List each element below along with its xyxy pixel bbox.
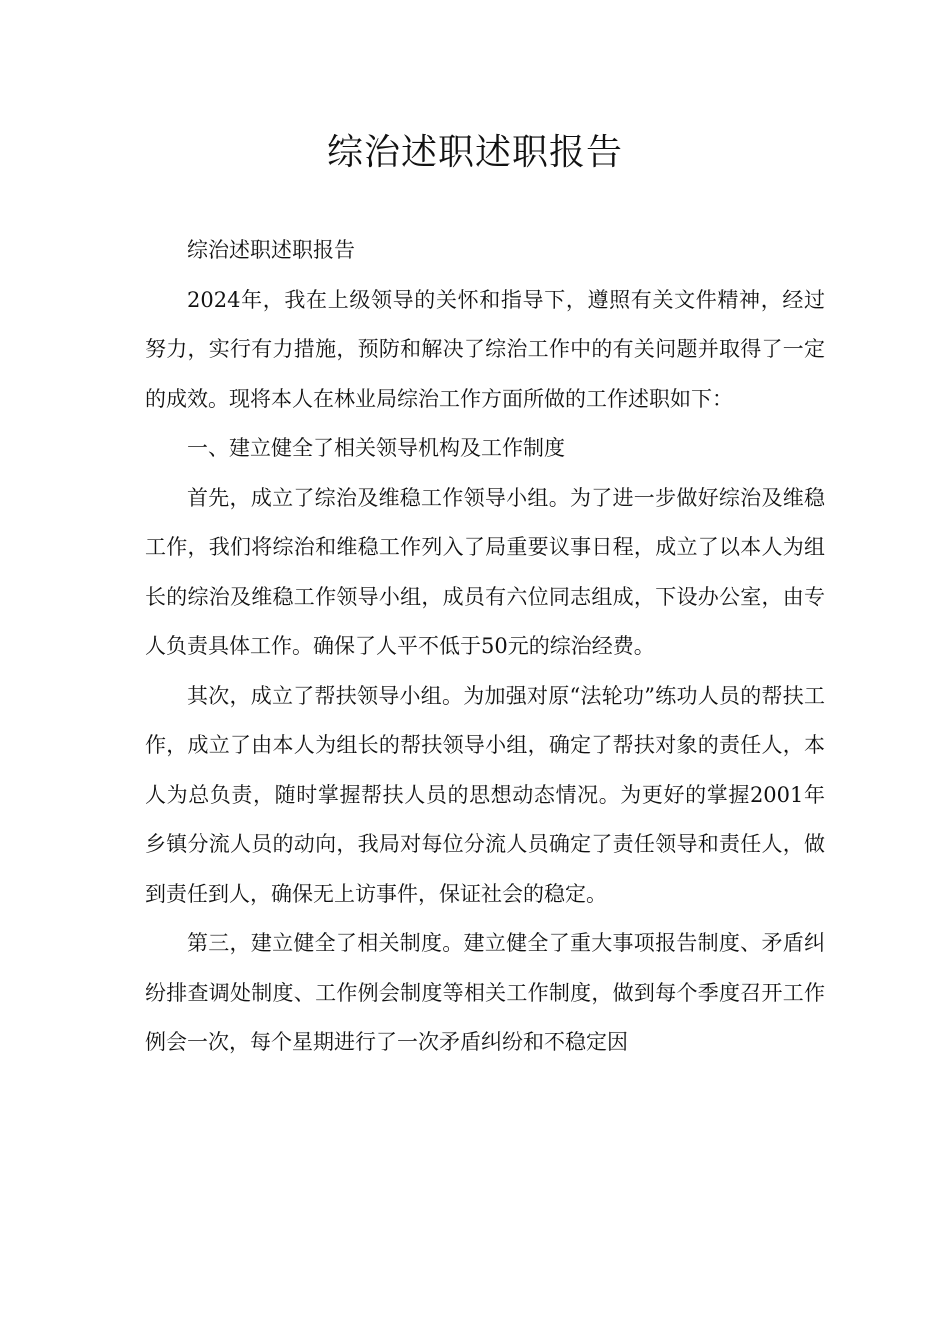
body-paragraph: 其次，成立了帮扶领导小组。为加强对原“法轮功”练功人员的帮扶工作，成立了由本人为组长的帮扶领导小组，确定了帮扶对象的责任人，本人为总负责，随时掌握帮扶人员的思想动态情况。为更好的掌握2001年乡镇分流人员的动向，我局对每位分流人员确定了责任领导和责任人，做到责任到人，确保无上访事件，保证社会的稳定。 <box>145 683 825 906</box>
section-heading: 一、建立健全了相关领导机构及工作制度 <box>187 436 565 460</box>
intro-paragraph: 2024年，我在上级领导的关怀和指导下，遵照有关文件精神，经过努力，实行有力措施，预防和解决了综治工作中的有关问题并取得了一定的成效。现将本人在林业局综治工作方面所做的工作述职如下： <box>145 287 825 411</box>
document-body <box>145 226 825 1068</box>
body-paragraph: 第三，建立健全了相关制度。建立健全了重大事项报告制度、矛盾纠纷排查调处制度、工作例会制度等相关工作制度，做到每个季度召开工作例会一次，每个星期进行了一次矛盾纠纷和不稳定因 <box>145 931 825 1054</box>
subtitle-paragraph: 综治述职述职报告 <box>187 238 355 262</box>
body-paragraph: 首先，成立了综治及维稳工作领导小组。为了进一步做好综治及维稳工作，我们将综治和维稳工作列入了局重要议事日程，成立了以本人为组长的综治及维稳工作领导小组，成员有六位同志组成，下设办公室，由专人负责具体工作。确保了人平不低于50元的综治经费。 <box>145 485 825 658</box>
document-title: 综治述职述职报告 <box>326 132 623 173</box>
